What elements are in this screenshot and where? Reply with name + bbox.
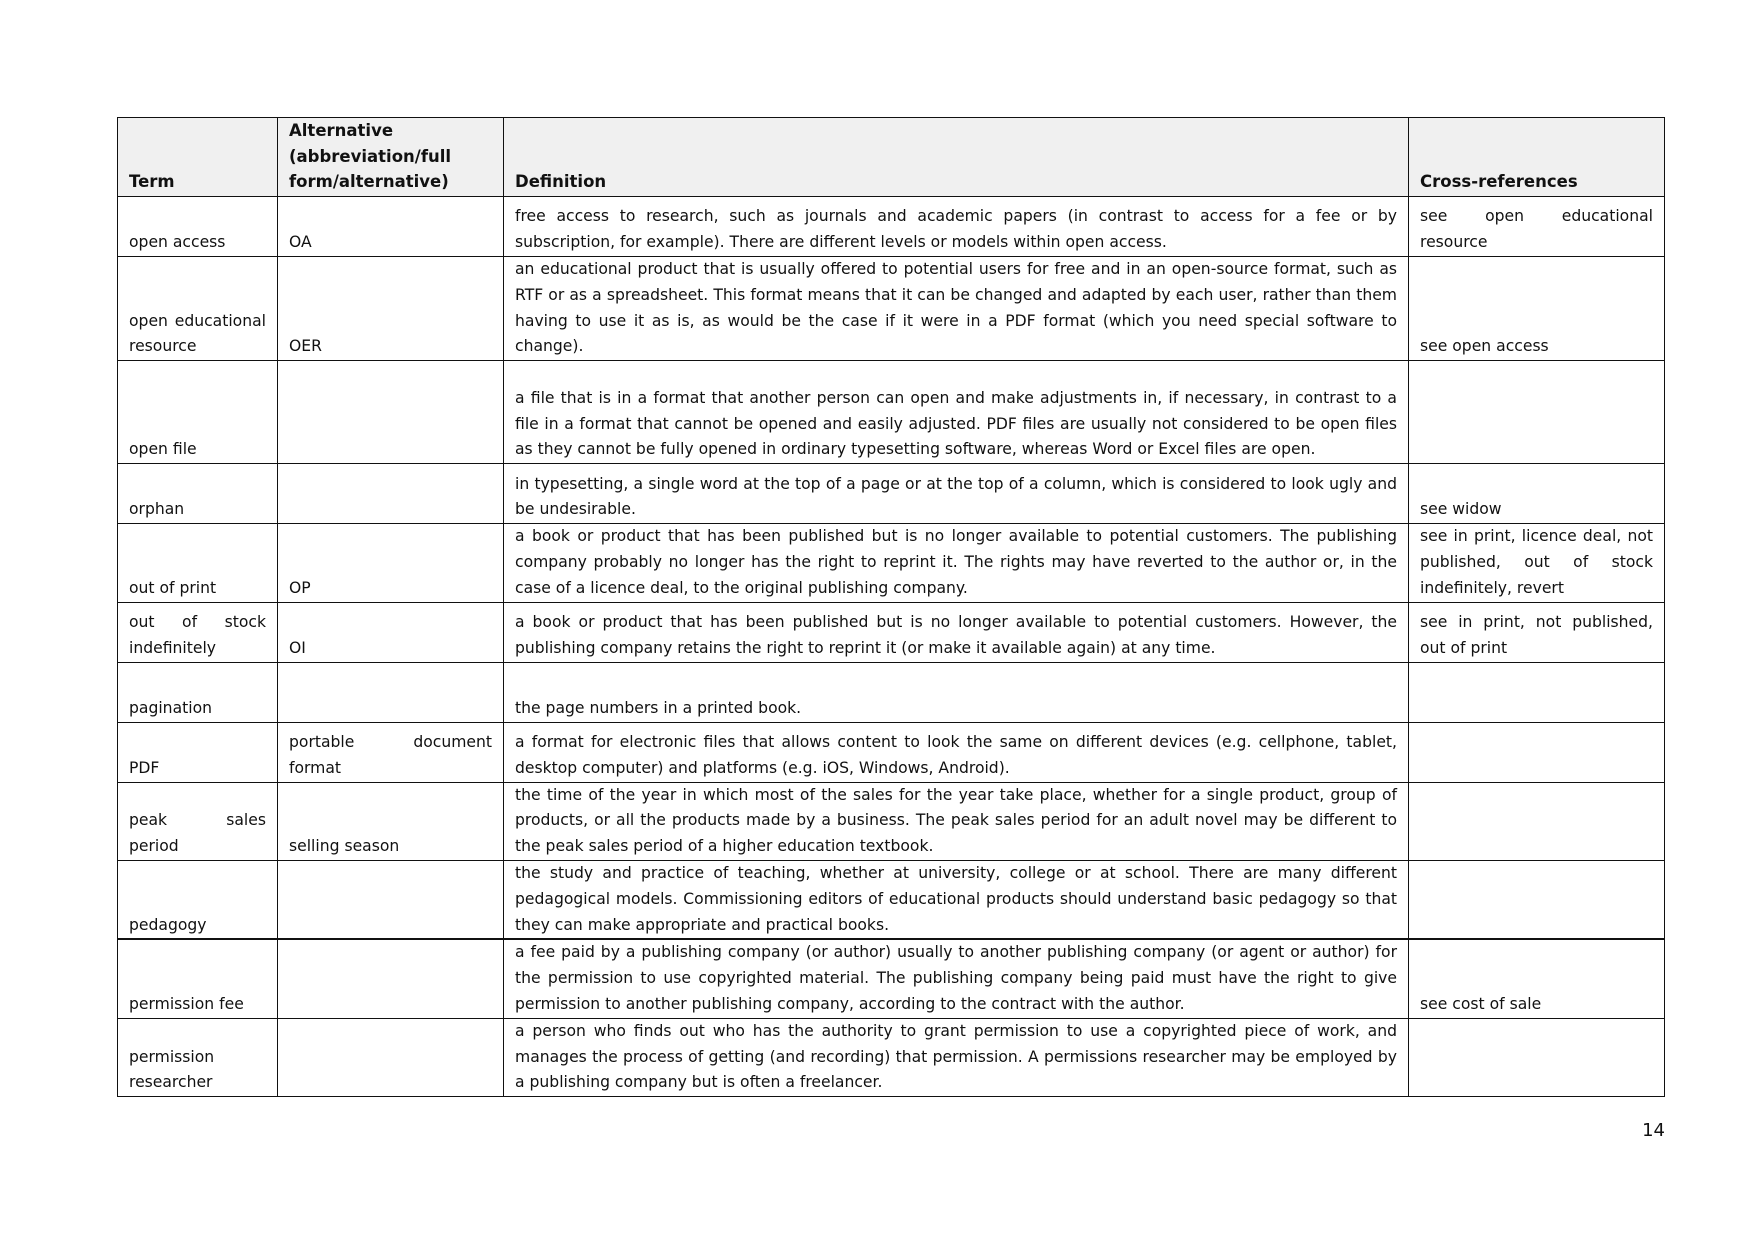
table-row — [118, 524, 1665, 602]
definition-cell: a person who finds out who has the authority to grant permission to use a copyrighted piece of work, and manages the process of getting (and recording) that permission. A permissions researcher may be employed by a publishing company but is often a freelancer. — [504, 1018, 1409, 1096]
alternative-cell: OA — [278, 197, 504, 257]
term-cell: open access — [118, 197, 278, 257]
term-cell: out of stock indefinitely — [118, 602, 278, 662]
table-row — [118, 257, 1665, 361]
cross-reference-cell: see in print, licence deal, not published, out of stock indefinitely, revert — [1409, 524, 1665, 602]
table-row — [118, 662, 1665, 722]
table-row — [118, 464, 1665, 524]
cross-reference-cell — [1409, 1018, 1665, 1096]
alternative-cell: OP — [278, 524, 504, 602]
cross-reference-cell: see in print, not published, out of print — [1409, 602, 1665, 662]
cross-reference-cell — [1409, 361, 1665, 464]
term-cell: PDF — [118, 722, 278, 782]
header-definition: Definition — [504, 118, 1409, 197]
table-body — [118, 197, 1665, 1097]
alternative-cell — [278, 939, 504, 1018]
cross-reference-cell: see cost of sale — [1409, 939, 1665, 1018]
definition-cell: in typesetting, a single word at the top of a page or at the top of a column, which is considered to look ugly and be undesirable. — [504, 464, 1409, 524]
definition-cell: the study and practice of teaching, whether at university, college or at school. There are many different pedagogical models. Commissioning editors of educational products should understand basic pedagogy so that they can make appropriate and practical books. — [504, 860, 1409, 939]
header-cross-references: Cross-references — [1409, 118, 1665, 197]
term-cell: open educational resource — [118, 257, 278, 361]
term-cell: pedagogy — [118, 860, 278, 939]
definition-cell: the page numbers in a printed book. — [504, 662, 1409, 722]
table-row — [118, 361, 1665, 464]
cross-reference-cell: see open access — [1409, 257, 1665, 361]
cross-reference-cell — [1409, 662, 1665, 722]
definition-cell: free access to research, such as journals and academic papers (in contrast to access for a fee or by subscription, for example). There are different levels or models within open access. — [504, 197, 1409, 257]
cross-reference-cell — [1409, 722, 1665, 782]
alternative-cell: OI — [278, 602, 504, 662]
term-cell: out of print — [118, 524, 278, 602]
cross-reference-cell — [1409, 860, 1665, 939]
cross-reference-cell: see widow — [1409, 464, 1665, 524]
table-row — [118, 722, 1665, 782]
glossary-table — [117, 117, 1665, 1097]
definition-cell: a fee paid by a publishing company (or author) usually to another publishing company (or agent or author) for the permission to use copyrighted material. The publishing company being paid must have the right to give permission to another publishing company, according to the contract with the author. — [504, 939, 1409, 1018]
alternative-cell — [278, 361, 504, 464]
table-row — [118, 939, 1665, 1018]
page-number: 14 — [1642, 1120, 1665, 1141]
term-cell: open file — [118, 361, 278, 464]
definition-cell: a file that is in a format that another person can open and make adjustments in, if necessary, in contrast to a file in a format that cannot be opened and easily adjusted. PDF files are usually not considered to be open files as they cannot be fully opened in ordinary typesetting software, whereas Word or Excel files are open. — [504, 361, 1409, 464]
table-row — [118, 197, 1665, 257]
definition-cell: the time of the year in which most of the sales for the year take place, whether for a single product, group of products, or all the products made by a business. The peak sales period for an adult novel may be different to the peak sales period of a higher education textbook. — [504, 782, 1409, 860]
table-row — [118, 1018, 1665, 1096]
table-row — [118, 782, 1665, 860]
cross-reference-cell — [1409, 782, 1665, 860]
cross-reference-cell: see open educational resource — [1409, 197, 1665, 257]
header-alternative: Alternative (abbreviation/full form/alternative) — [278, 118, 504, 197]
alternative-cell — [278, 860, 504, 939]
term-cell: orphan — [118, 464, 278, 524]
table-row — [118, 602, 1665, 662]
definition-cell: an educational product that is usually offered to potential users for free and in an open-source format, such as RTF or as a spreadsheet. This format means that it can be changed and adapted by each user, rather than them having to use it as is, as would be the case if it were in a PDF format (which you need special software to change). — [504, 257, 1409, 361]
header-row — [118, 118, 1665, 197]
definition-cell: a book or product that has been published but is no longer available to potential customers. The publishing company probably no longer has the right to reprint it. The rights may have reverted to the author or, in the case of a licence deal, to the original publishing company. — [504, 524, 1409, 602]
term-cell: permission fee — [118, 939, 278, 1018]
alternative-cell — [278, 1018, 504, 1096]
definition-cell: a book or product that has been published but is no longer available to potential customers. However, the publishing company retains the right to reprint it (or make it available again) at any time. — [504, 602, 1409, 662]
term-cell: peak sales period — [118, 782, 278, 860]
alternative-cell: selling season — [278, 782, 504, 860]
alternative-cell: OER — [278, 257, 504, 361]
term-cell: pagination — [118, 662, 278, 722]
term-cell: permission researcher — [118, 1018, 278, 1096]
header-term: Term — [118, 118, 278, 197]
table-row — [118, 860, 1665, 939]
alternative-cell — [278, 662, 504, 722]
alternative-cell: portable document format — [278, 722, 504, 782]
definition-cell: a format for electronic files that allows content to look the same on different devices (e.g. cellphone, tablet, desktop computer) and platforms (e.g. iOS, Windows, Android). — [504, 722, 1409, 782]
alternative-cell — [278, 464, 504, 524]
table-header — [118, 118, 1665, 197]
